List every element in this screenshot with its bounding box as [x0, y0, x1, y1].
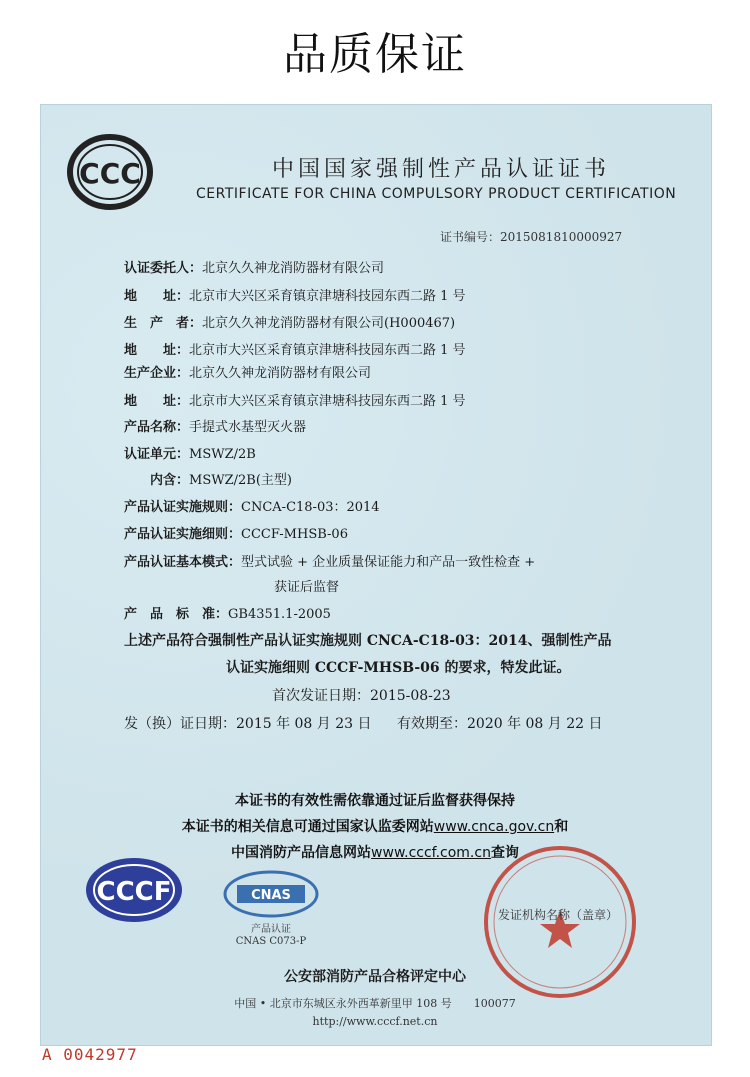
- issuer-name: 公安部消防产品合格评定中心: [284, 969, 466, 985]
- field-row: [124, 339, 466, 358]
- field-row: [124, 443, 256, 462]
- field-row: [124, 603, 331, 622]
- valid-until: 有效期至：2020 年 08 月 22 日: [397, 716, 603, 732]
- certificate-number: 证书编号：2015081810000927: [440, 230, 623, 244]
- certificate-title-en: CERTIFICATE FOR CHINA COMPULSORY PRODUCT CERTIFICATION: [196, 186, 677, 202]
- cccf-link[interactable]: www.cccf.com.cn: [371, 845, 491, 861]
- field-value: 北京市大兴区采育镇京津塘科技园东西二路 1 号: [189, 289, 466, 304]
- field-label: 认证委托人：: [124, 261, 203, 276]
- field-value: CNCA-C18-03：2014: [241, 500, 380, 515]
- page-title: 品质保证: [283, 29, 467, 80]
- seal-caption: 发证机构名称（盖章）: [498, 908, 619, 922]
- certificate-title-cn: 中国国家强制性产品认证证书: [272, 157, 611, 182]
- field-label: 产品认证基本模式：: [124, 555, 242, 570]
- ccc-logo-icon: [66, 133, 154, 211]
- field-row: [124, 496, 380, 515]
- field-row: [124, 257, 384, 276]
- cnas-caption-2: CNAS C073-P: [235, 936, 307, 947]
- footer-line-3-prefix: 中国消防产品信息网站: [231, 845, 372, 861]
- cnas-mark: [216, 868, 326, 958]
- field-value: 手提式水基型灭火器: [189, 420, 307, 435]
- field-row: [124, 551, 535, 570]
- svg-text:CNAS: CNAS: [251, 888, 291, 903]
- field-value: 北京市大兴区采育镇京津塘科技园东西二路 1 号: [189, 343, 466, 358]
- cnas-logo-icon: [223, 868, 319, 920]
- svg-text:CCC: CCC: [79, 157, 141, 190]
- issuer-url[interactable]: http://www.cccf.net.cn: [312, 1015, 438, 1028]
- field-row: [274, 576, 339, 595]
- statement-line-1: 上述产品符合强制性产品认证实施规则 CNCA-C18-03：2014、强制性产品: [124, 633, 612, 649]
- field-row: [124, 362, 371, 381]
- field-label: 地 址：: [124, 289, 190, 304]
- footer-line-3-suffix: 查询: [490, 845, 519, 861]
- field-row: [124, 416, 306, 435]
- first-issue-date: 首次发证日期：2015-08-23: [272, 688, 451, 704]
- field-label: 地 址：: [124, 343, 190, 358]
- footer-line-2-suffix: 和: [554, 819, 569, 835]
- field-value: GB4351.1-2005: [228, 607, 331, 622]
- statement-line-2: 认证实施细则 CCCF-MHSB-06 的要求，特发此证。: [226, 660, 571, 676]
- field-value: 获证后监督: [274, 580, 340, 595]
- field-label: 产品认证实施规则：: [124, 500, 242, 515]
- cccf-logo-icon: [84, 856, 184, 924]
- field-label: 认证单元：: [124, 447, 190, 462]
- footer-line-2-prefix: 本证书的相关信息可通过国家认监委网站: [181, 819, 434, 835]
- field-value: MSWZ/2B: [189, 447, 256, 462]
- cnas-caption-1: 产品认证: [251, 924, 291, 935]
- field-row: [124, 285, 466, 304]
- field-value: 北京久久神龙消防器材有限公司: [202, 261, 385, 276]
- serial-number: A 0042977: [42, 1045, 138, 1064]
- field-label: 地 址：: [124, 394, 190, 409]
- field-value: MSWZ/2B(主型): [189, 473, 292, 488]
- footer-line-1: 本证书的有效性需依靠通过证后监督获得保持: [235, 793, 515, 809]
- field-label: 产品名称：: [124, 420, 190, 435]
- svg-text:CCCF: CCCF: [96, 877, 172, 907]
- footer-line-2: [0, 816, 750, 836]
- cnca-link[interactable]: www.cnca.gov.cn: [433, 819, 555, 835]
- field-value: CCCF-MHSB-06: [241, 527, 348, 542]
- field-label: 生产企业：: [124, 366, 190, 381]
- issue-date: 发（换）证日期：2015 年 08 月 23 日: [124, 716, 372, 732]
- field-value: 型式试验 + 企业质量保证能力和产品一致性检查 +: [241, 555, 536, 570]
- field-label: 产 品 标 准：: [124, 607, 229, 622]
- issuer-address: 中国 • 北京市东城区永外西革新里甲 108 号 100077: [234, 997, 516, 1010]
- field-row: [124, 469, 292, 488]
- field-value: 北京久久神龙消防器材有限公司: [189, 366, 372, 381]
- field-label: 生 产 者：: [124, 316, 203, 331]
- field-value: 北京久久神龙消防器材有限公司(H000467): [202, 316, 456, 331]
- field-row: [124, 390, 466, 409]
- field-row: [124, 312, 455, 331]
- field-row: [124, 523, 348, 542]
- field-value: 北京市大兴区采育镇京津塘科技园东西二路 1 号: [189, 394, 466, 409]
- field-label: 产品认证实施细则：: [124, 527, 242, 542]
- field-label: 内含：: [124, 473, 190, 488]
